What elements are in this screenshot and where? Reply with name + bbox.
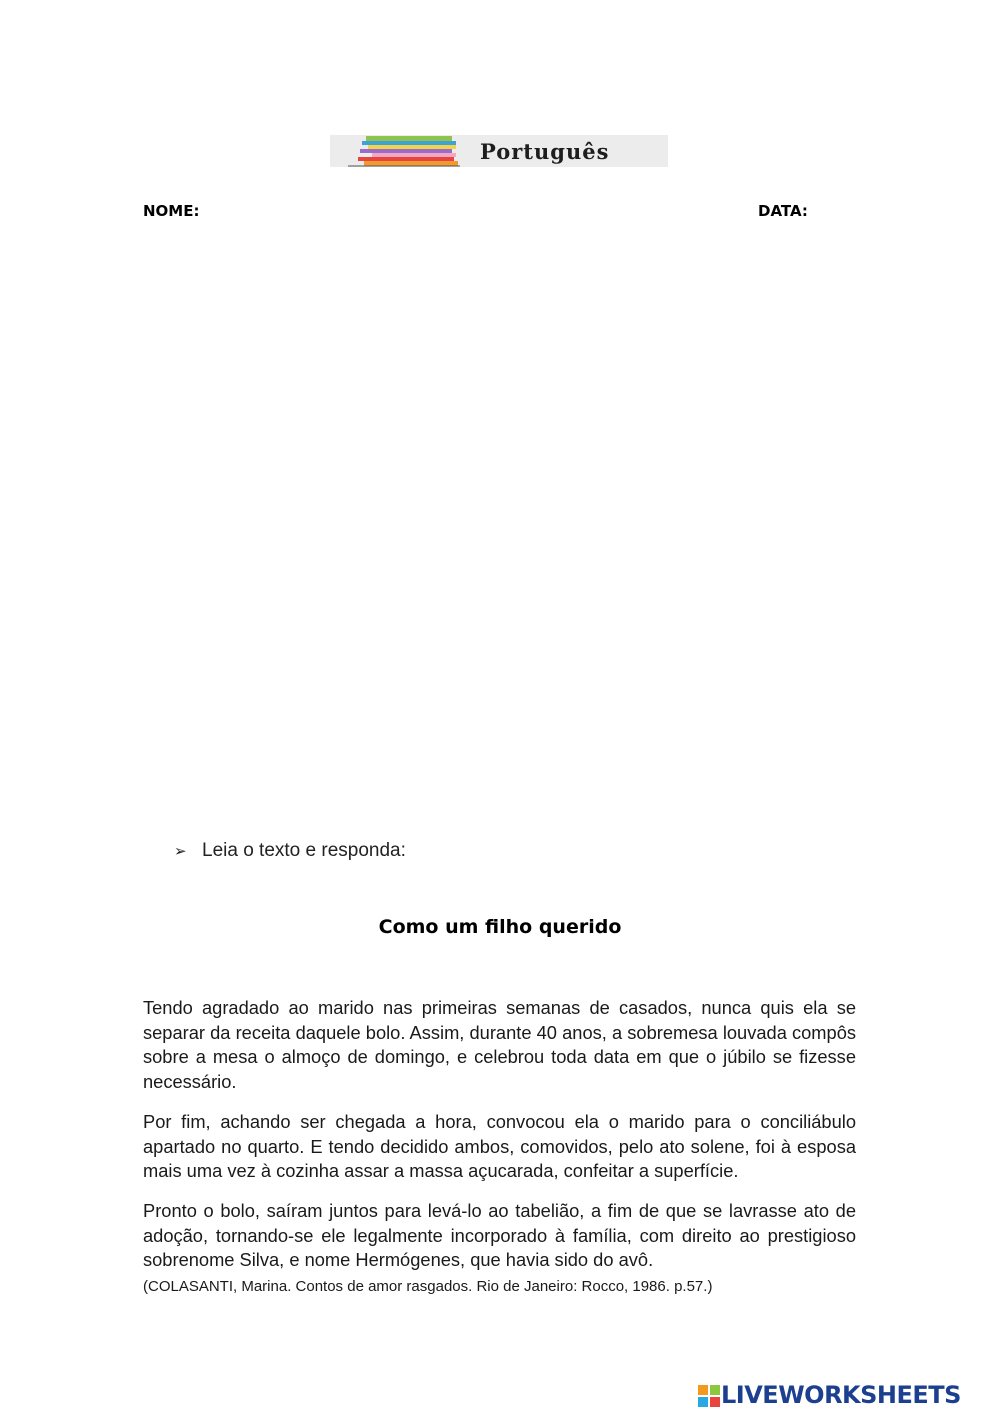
- instruction: [174, 839, 406, 864]
- liveworksheets-text: LIVEWORKSHEETS: [721, 1381, 961, 1409]
- story-paragraph: Por fim, achando ser chegada a hora, convocou ela o marido para o conciliábulo apartado no quarto. E tendo decidido ambos, comovidos, pelo ato solene, foi à esposa mais uma vez à cozinha assar a massa açucarada, confeitar a superfície.: [143, 1111, 856, 1181]
- liveworksheets-logo-icon: [697, 1384, 721, 1408]
- story-title: Como um filho querido: [378, 916, 622, 938]
- story-paragraph: Tendo agradado ao marido nas primeiras semanas de casados, nunca quis ela se separar da receita daquele bolo. Assim, durante 40 anos, a sobremesa louvada compôs sobre a mesa o almoço de domingo, e celebrou toda data em que o júbilo se fizesse necessário.: [143, 997, 856, 1092]
- subject-title: Português: [480, 139, 610, 164]
- citation: (COLASANTI, Marina. Contos de amor rasgados. Rio de Janeiro: Rocco, 1986. p.57.): [143, 1277, 713, 1295]
- name-label: NOME:: [143, 202, 200, 220]
- books-stack-icon: [338, 135, 470, 167]
- story-paragraph-block: [143, 1199, 856, 1297]
- subject-banner: [330, 135, 668, 167]
- instruction-text: Leia o texto e responda:: [202, 840, 406, 861]
- arrow-bullet-icon: ➢: [174, 843, 187, 860]
- story-paragraph: Pronto o bolo, saíram juntos para levá-lo ao tabelião, a fim de que se lavrasse ato de adoção, tornando-se ele legalmente incorporado à família, com direito ao prestigioso sobrenome Silva, e nome Hermógenes, que havia sido do avô.: [143, 1200, 856, 1270]
- liveworksheets-watermark: [697, 1381, 995, 1409]
- date-label: DATA:: [758, 202, 808, 220]
